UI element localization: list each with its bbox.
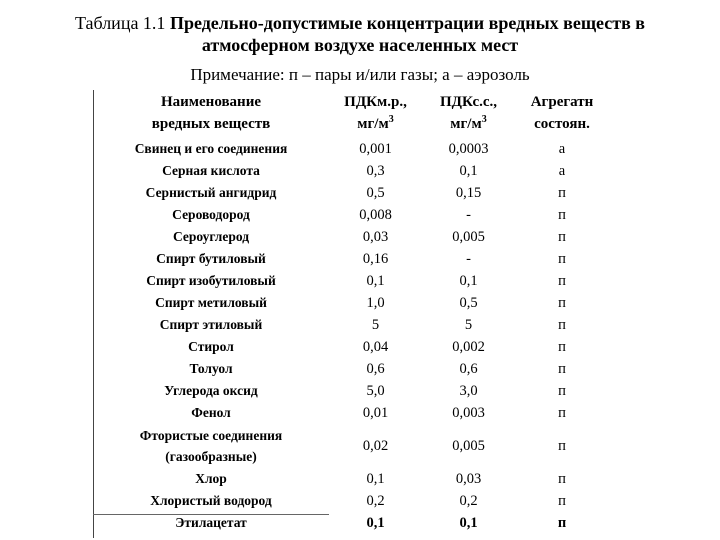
header-pdk-ss-line-1: ПДКс.с., [439, 94, 498, 110]
table-title [0, 12, 720, 56]
cell-state: п [558, 471, 566, 487]
cell-substance: Спирт этиловый [159, 317, 263, 332]
cell-state: п [558, 405, 566, 421]
cell-state: п [558, 207, 566, 223]
cell-substance: Сероводород [172, 207, 250, 222]
cell-pdk-ss: 3,0 [459, 383, 478, 399]
cell-substance: Углерода оксид [164, 383, 258, 398]
table-row [93, 336, 609, 358]
header-pdk-ss [422, 88, 515, 138]
cell-state: п [558, 361, 566, 377]
cell-pdk-ss: 0,1 [459, 515, 478, 531]
table-row [93, 468, 609, 490]
cell-substance: Стирол [188, 339, 234, 354]
cell-pdk-mr: 0,2 [366, 493, 385, 509]
cell-pdk-mr: 0,1 [366, 273, 385, 289]
cell-substance: Этилацетат [175, 515, 247, 530]
cell-pdk-mr: 0,04 [362, 339, 389, 355]
cell-state: п [557, 515, 567, 531]
cell-substance-line-1: Фтористые соединения [139, 428, 283, 443]
title-line-1: Предельно-допустимые концентрации вредных веществ в [169, 13, 646, 33]
cell-pdk-mr: 0,5 [366, 185, 385, 201]
header-pdk-mr-unit: мг/м [357, 116, 389, 132]
cell-pdk-mr: 0,1 [366, 515, 385, 531]
header-name-line-1: Наименование [161, 94, 261, 110]
header-pdk-mr-line-1: ПДКм.р., [344, 94, 407, 110]
cell-substance: Хлористый водород [150, 493, 272, 508]
cell-substance: Сероуглерод [172, 229, 250, 244]
table-row [93, 204, 609, 226]
cell-state: а [558, 141, 566, 157]
table-note: Примечание: п – пары и/или газы; а – аэрозоль [190, 65, 530, 84]
table-row [93, 292, 609, 314]
cell-pdk-mr: 0,6 [366, 361, 385, 377]
cell-state: п [558, 273, 566, 289]
header-pdk-mr-line-2 [329, 113, 422, 135]
table-row [93, 490, 609, 512]
cell-pdk-mr: 0,001 [359, 141, 392, 157]
header-substance-name [93, 88, 329, 138]
table-row [93, 424, 609, 468]
header-pdk-ss-unit-exp: 3 [481, 114, 487, 125]
cell-substance [93, 424, 329, 468]
cell-state: п [558, 493, 566, 509]
cell-state: п [558, 229, 566, 245]
cell-pdk-ss: 0,15 [455, 185, 482, 201]
cell-pdk-mr: 1,0 [366, 295, 385, 311]
cell-pdk-ss: 0,005 [452, 229, 485, 245]
cell-substance: Хлор [195, 471, 227, 486]
cell-pdk-ss: 0,6 [459, 361, 478, 377]
title-line-2: атмосферном воздухе населенных мест [201, 35, 519, 55]
table-row [93, 248, 609, 270]
cell-pdk-mr: 0,3 [366, 163, 385, 179]
cell-substance: Сернистый ангидрид [145, 185, 277, 200]
table-number: Таблица 1.1 [74, 13, 166, 33]
header-state-line-1: Агрегатн [530, 94, 594, 110]
table-row [93, 380, 609, 402]
header-pdk-mr-unit-exp: 3 [388, 114, 394, 125]
cell-pdk-mr: 0,02 [362, 438, 389, 454]
cell-state: п [558, 251, 566, 267]
cell-pdk-ss: 0,005 [452, 438, 485, 454]
header-pdk-ss-line-2 [422, 113, 515, 135]
header-pdk-mr [329, 88, 422, 138]
cell-pdk-mr: 0,16 [362, 251, 389, 267]
cell-pdk-ss: 0,1 [459, 163, 478, 179]
cell-state: п [558, 185, 566, 201]
cell-pdk-ss: 0,5 [459, 295, 478, 311]
cell-substance-line-2: (газообразные) [165, 449, 257, 464]
cell-pdk-mr: 5,0 [366, 383, 385, 399]
cell-substance: Серная кислота [162, 163, 260, 178]
table-row [93, 358, 609, 380]
table-row [93, 512, 609, 534]
cell-pdk-ss: 0,0003 [448, 141, 489, 157]
cell-pdk-ss: - [466, 207, 471, 223]
cell-pdk-ss: 0,1 [459, 273, 478, 289]
header-name-line-2: вредных веществ [151, 116, 271, 132]
table-row [93, 270, 609, 292]
cell-pdk-mr: 0,008 [359, 207, 392, 223]
cell-pdk-mr: 0,1 [366, 471, 385, 487]
cell-state: п [558, 383, 566, 399]
concentration-table [93, 88, 609, 534]
header-pdk-ss-unit: мг/м [450, 116, 482, 132]
header-aggregate-state [515, 88, 609, 138]
table-row [93, 226, 609, 248]
cell-pdk-mr: 5 [371, 317, 380, 333]
cell-substance: Фенол [191, 405, 231, 420]
cell-state: п [558, 317, 566, 333]
cell-state: а [558, 163, 566, 179]
cell-substance: Свинец и его соединения [134, 141, 288, 156]
cell-pdk-ss: 0,2 [459, 493, 478, 509]
cell-state: п [558, 438, 566, 454]
cell-state: п [558, 339, 566, 355]
table-row [93, 182, 609, 204]
header-state-line-2: состоян. [534, 116, 590, 132]
concentration-table-container [93, 88, 609, 534]
cell-substance: Спирт бутиловый [156, 251, 266, 266]
cell-state: п [558, 295, 566, 311]
cell-pdk-ss: - [466, 251, 471, 267]
cell-substance: Спирт метиловый [155, 295, 267, 310]
cell-pdk-ss: 0,03 [455, 471, 482, 487]
table-row [93, 138, 609, 160]
cell-substance: Спирт изобутиловый [146, 273, 276, 288]
table-row [93, 314, 609, 336]
cell-substance: Толуол [189, 361, 233, 376]
cell-pdk-ss: 5 [464, 317, 473, 333]
cell-pdk-mr: 0,03 [362, 229, 389, 245]
table-row [93, 402, 609, 424]
table-header-row [93, 88, 609, 138]
table-row [93, 160, 609, 182]
cell-pdk-ss: 0,003 [452, 405, 485, 421]
cell-pdk-ss: 0,002 [452, 339, 485, 355]
cell-pdk-mr: 0,01 [362, 405, 389, 421]
